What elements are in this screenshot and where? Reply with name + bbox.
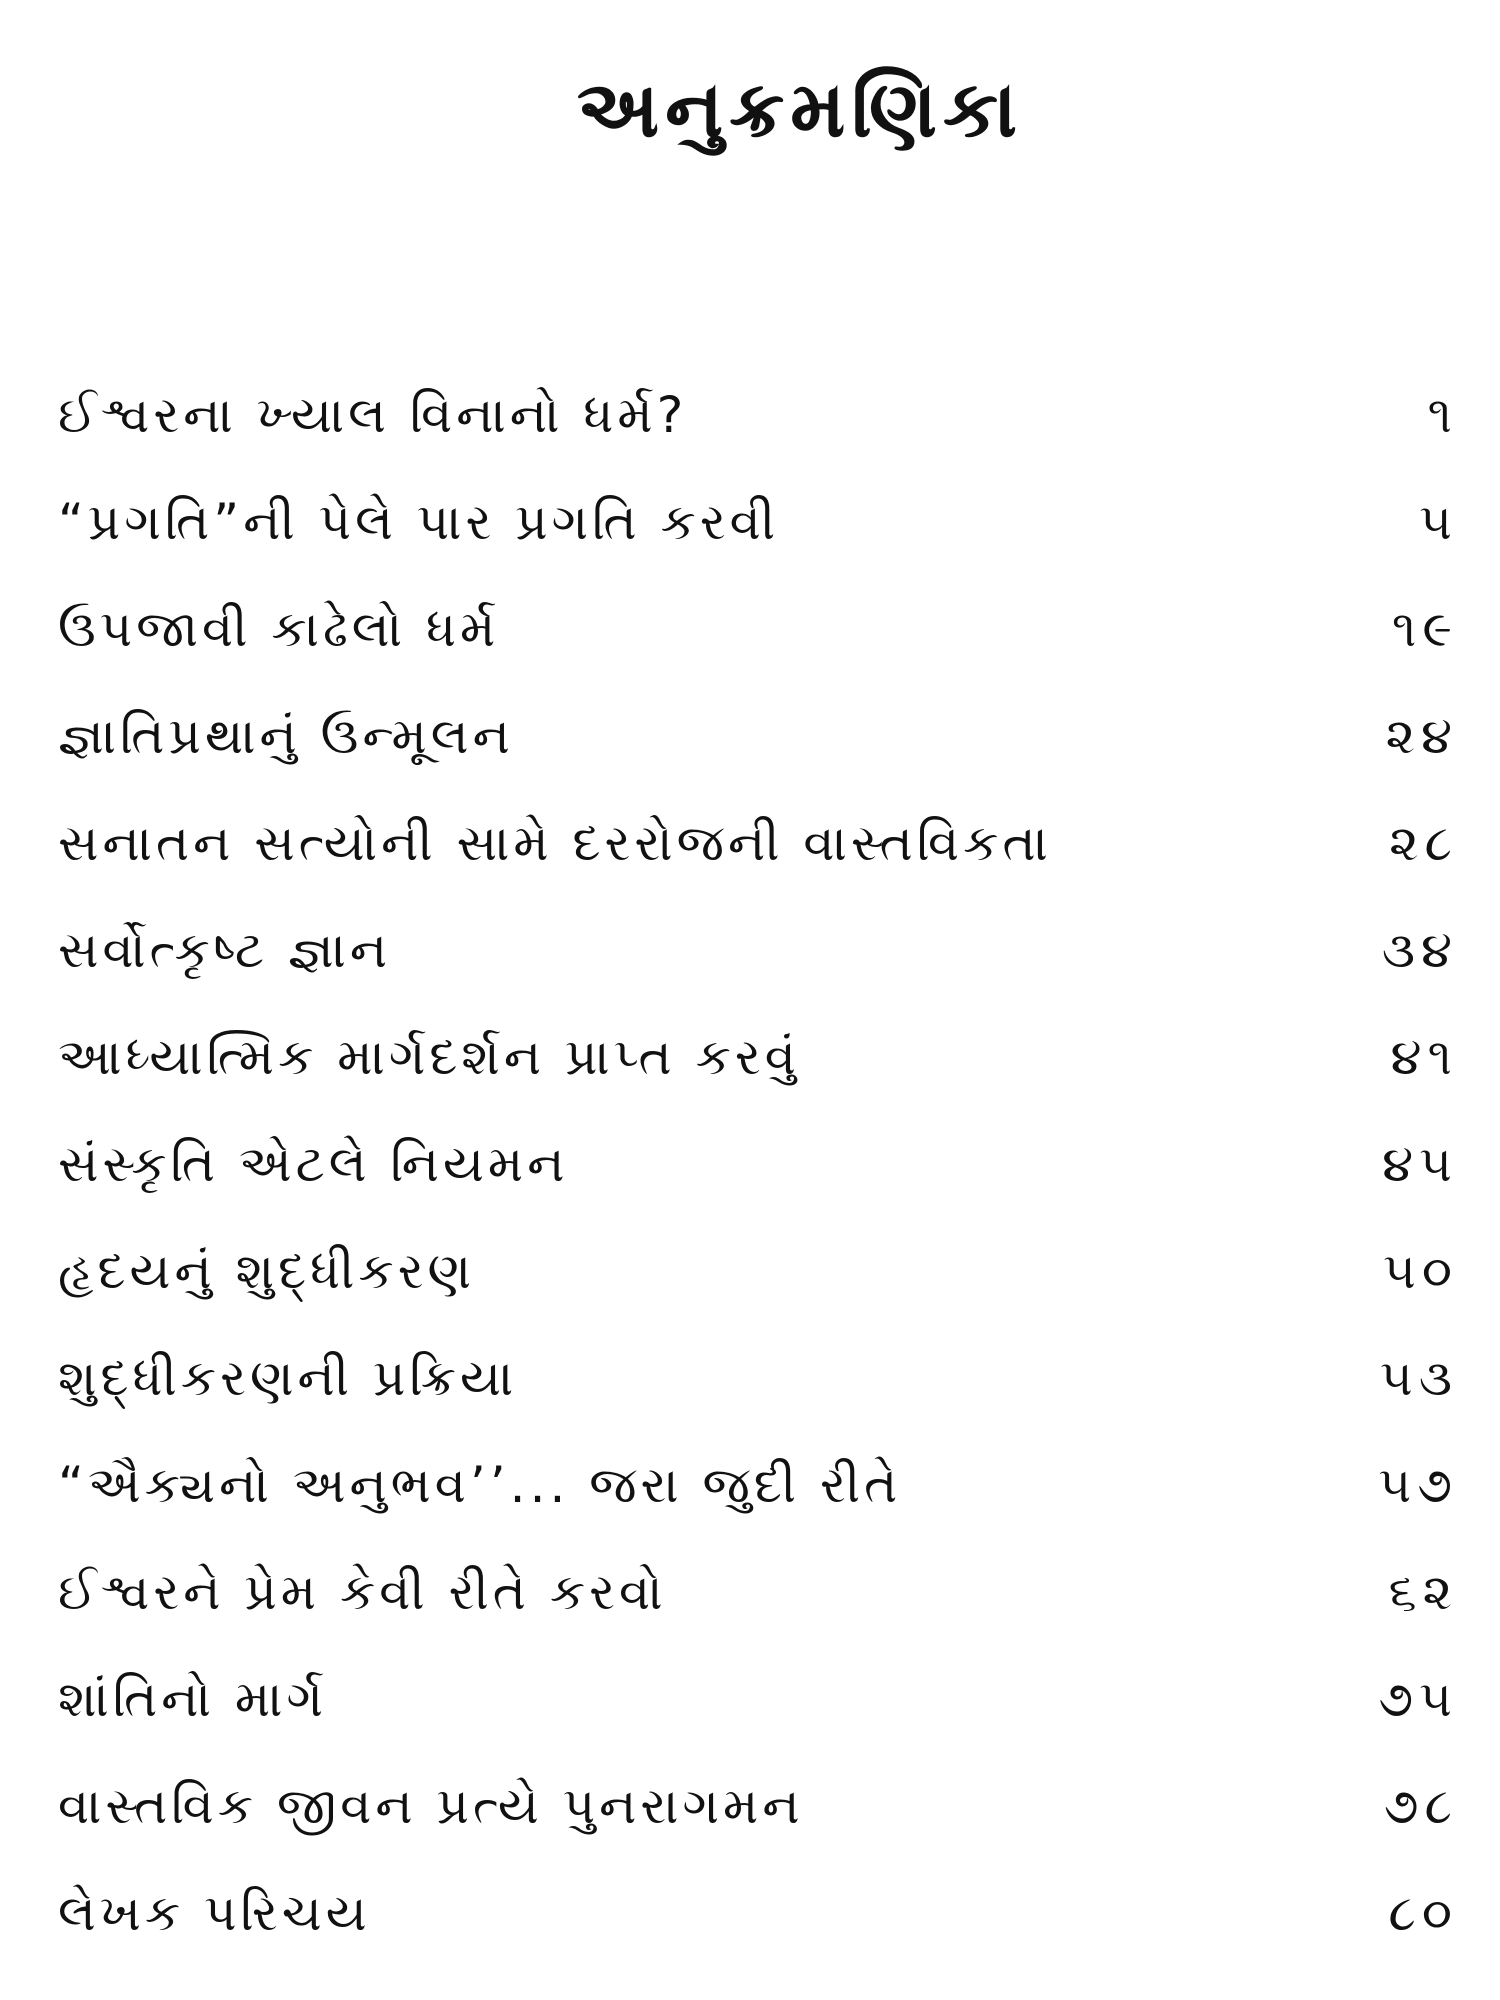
toc-entry <box>58 790 1458 897</box>
table-of-contents <box>58 362 1458 1967</box>
toc-entry <box>58 1004 1458 1111</box>
toc-entry <box>58 683 1458 790</box>
toc-entry-page-number: ૪૧ <box>1390 1028 1458 1086</box>
toc-entry-page-number: ૨૮ <box>1389 814 1458 872</box>
toc-entry-page-number: ૧ <box>1427 386 1458 444</box>
toc-entry <box>58 1753 1458 1860</box>
toc-entry-page-number: ૫૦ <box>1383 1242 1458 1300</box>
toc-entry-page-number: ૧૯ <box>1391 600 1458 658</box>
toc-entry <box>58 1860 1458 1967</box>
toc-entry-title: સંસ્કૃતિ એટલે નિયમન <box>58 1135 569 1193</box>
toc-entry-page-number: ૭૫ <box>1378 1670 1458 1728</box>
toc-entry-page-number: ૮૦ <box>1388 1884 1458 1942</box>
toc-entry-title: ઉપજાવી કાઢેલો ધર્મ <box>58 600 500 658</box>
toc-entry-title: સર્વોત્કૃષ્ટ જ્ઞાન <box>58 921 392 979</box>
toc-entry-title: લેખક પરિચય <box>58 1884 371 1942</box>
toc-entry-title: ઈશ્વરને પ્રેમ કેવી રીતે કરવો <box>58 1563 667 1621</box>
toc-entry <box>58 362 1458 469</box>
toc-entry-title: “પ્રગતિ”ની પેલે પાર પ્રગતિ કરવી <box>58 493 780 551</box>
toc-entry <box>58 469 1458 576</box>
toc-entry-title: સનાતન સત્યોની સામે દરરોજની વાસ્તવિકતા <box>58 814 1052 872</box>
toc-entry-page-number: ૫૭ <box>1378 1456 1458 1514</box>
toc-entry <box>58 1325 1458 1432</box>
toc-entry-title: “ઐક્યનો અનુભવ’’... જરા જુદી રીતે <box>58 1456 902 1514</box>
toc-entry <box>58 1218 1458 1325</box>
toc-entry <box>58 576 1458 683</box>
toc-entry <box>58 897 1458 1004</box>
toc-entry-page-number: ૨૪ <box>1385 707 1458 765</box>
toc-entry-title: વાસ્તવિક જીવન પ્રત્યે પુનરાગમન <box>58 1777 804 1835</box>
toc-entry-title: આધ્યાત્મિક માર્ગદર્શન પ્રાપ્ત કરવું <box>58 1028 800 1086</box>
toc-entry <box>58 1111 1458 1218</box>
toc-entry-title: જ્ઞાતિપ્રથાનું ઉન્મૂલન <box>58 707 514 765</box>
toc-entry <box>58 1539 1458 1646</box>
toc-entry-title: શુદ્ધીકરણની પ્રક્રિયા <box>58 1349 518 1407</box>
toc-entry-title: હૃદયનું શુદ્ધીકરણ <box>58 1242 476 1300</box>
toc-entry <box>58 1646 1458 1753</box>
toc-entry-page-number: ૩૪ <box>1381 921 1458 979</box>
toc-entry-page-number: ૫૩ <box>1379 1349 1458 1407</box>
toc-entry-title: ઈશ્વરના ખ્યાલ વિનાનો ધર્મ? <box>58 386 688 444</box>
toc-entry-page-number: ૫ <box>1419 493 1458 551</box>
toc-entry-page-number: ૬૨ <box>1388 1563 1458 1621</box>
toc-entry <box>58 1432 1458 1539</box>
toc-entry-page-number: ૪૫ <box>1382 1135 1458 1193</box>
toc-entry-page-number: ૭૮ <box>1383 1777 1458 1835</box>
page-title: અનુક્રમણિકા <box>576 65 1024 155</box>
toc-entry-title: શાંતિનો માર્ગ <box>58 1670 327 1728</box>
